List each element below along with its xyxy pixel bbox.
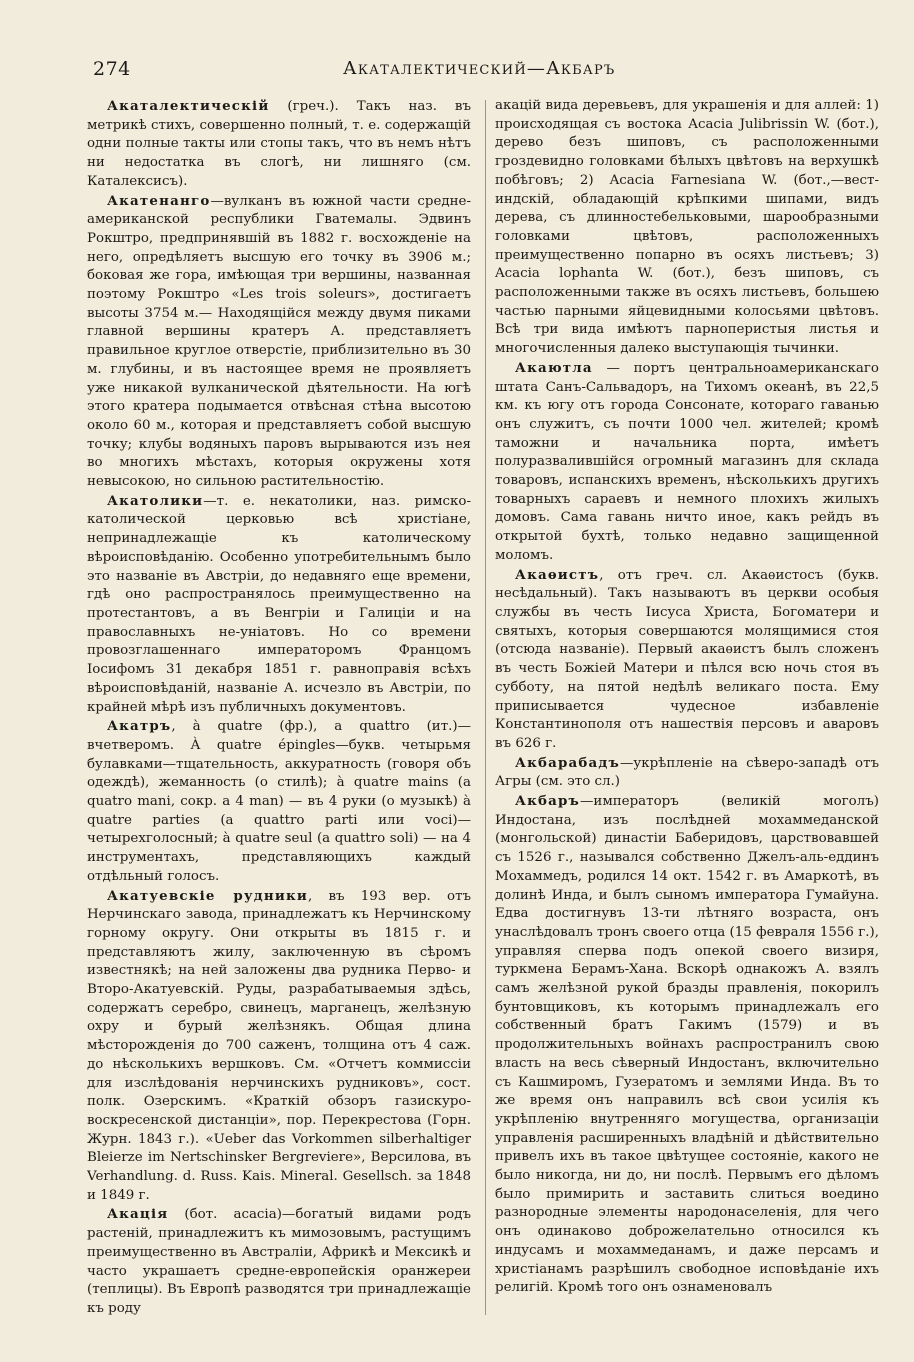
dictionary-entry-continued xyxy=(495,97,879,359)
entry-headword: Акатръ xyxy=(107,718,172,735)
dictionary-entry xyxy=(87,192,471,492)
column-left xyxy=(87,97,471,1327)
entry-text: , отъ греч. сл. Акаѳистосъ (букв. несѣдальный). Такъ называютъ въ церкви особыя службы въ честь Іисуса Христа, Богоматери и святыхъ, которыя совершаются молящимися стоя (отсюда названіе). Первый акаѳистъ былъ сложенъ въ честь Божіей Матери и пѣлся всю ночь стоя въ субботу, на пятой недѣлѣ великаго поста. Ему приписывается чудесное избавленіе Константинополя отъ нашествія персовъ и аваровъ въ 626 г. xyxy=(495,567,879,751)
dictionary-entry xyxy=(87,1205,471,1318)
entry-text: —т. е. некатолики, наз. римско-католической церковью всѣ христіане, непринадлежащіе къ католическому вѣроисповѣданію. Особенно употребительнымъ было это названіе въ Австріи, до недавняго еще времени, гдѣ оно распространялось преимущественно на протестантовъ, а въ Венгріи и Галиціи и на православныхъ не-уніатовъ. Но со времени провозглашеннаго императоромъ Францомъ Іосифомъ 31 декабря 1851 г. равноправія всѣхъ вѣроисповѣданій, названіе А. исчезло въ Австріи, по крайней мѣрѣ изъ публичныхъ документовъ. xyxy=(87,493,471,715)
entry-text: акацій вида деревьевъ, для украшенія и для аллей: 1) происходящая съ востока Acacia Julibrissin W. (бот.), дерево безъ шиповъ, съ расположенными гроздевидно головками бѣлыхъ цвѣтовъ на верхушкѣ побѣговъ; 2) Acacia Farnesiana W. (бот.,—вест-индскій, обладающій крѣпкими шипами, видъ дерева, съ длинностебельковыми, шарообразными головками цвѣтовъ, расположенныхъ преимущественно попарно въ осяхъ листьевъ; 3) Acacia lophanta W. (бот.), безъ шиповъ, съ расположенными также въ осяхъ листьевъ, большею частью парными яйцевидными колосьями цвѣтовъ. Всѣ три вида имѣютъ парноперистыя листья и многочисленныя далеко выступающія тычинки. xyxy=(495,98,879,357)
dictionary-entry xyxy=(87,717,471,886)
dictionary-entry xyxy=(87,887,471,1206)
entry-headword: Акаютла xyxy=(515,359,593,376)
dictionary-entry xyxy=(495,754,879,792)
entry-text: —укрѣпленіе на сѣверо-западѣ отъ Агры (см. это сл.) xyxy=(495,755,879,790)
entry-headword: Акбарабадъ xyxy=(515,754,621,771)
entry-text: —императоръ (великій моголъ) Индостана, изъ послѣдней мохаммеданской (монгольской) династіи Баберидовъ, царствовавшей съ 1526 г., назывался собственно Джелъ-аль-еддинъ Мохаммедъ, родился 14 окт. 1542 г. въ Амаркотѣ, въ долинѣ Инда, и былъ сыномъ императора Гумайуна. Едва достигнувъ 13-ти лѣтняго возраста, онъ унаслѣдовалъ тронъ своего отца (15 февраля 1556 г.), управляя сперва подъ опекой своего визиря, туркмена Берамъ-Хана. Вскорѣ однакожъ А. взялъ самъ желѣзной рукой бразды правленія, покорилъ бунтовщиковъ, къ которымъ принадлежалъ его собственный братъ Гакимъ (1579) и въ продолжительныхъ войнахъ распространилъ свою власть на весь сѣверный Индостанъ, включительно съ Кашмиромъ, Гузератомъ и землями Инда. Въ то же время онъ направилъ всѣ свои усилія къ укрѣпленію внутренняго могущества, организаціи управленія расширенныхъ владѣній и дѣйствительно привелъ ихъ въ такое цвѣтущее состояніе, какого не было никогда, ни до, ни послѣ. Первымъ его дѣломъ было примирить и заставить слиться воедино разнородные элементы народонаселенія, для чего онъ одинаково доброжелательно относился къ индусамъ и мохаммеданамъ, и даже персамъ и христіанамъ разрѣшилъ свободное исповѣданіе ихъ религій. Кромѣ того онъ ознаменовалъ xyxy=(495,794,879,1296)
entry-headword: Акація xyxy=(107,1206,169,1223)
entry-text: — портъ центральноамериканскаго штата Санъ-Сальвадоръ, на Тихомъ океанѣ, въ 22,5 км. къ югу отъ города Сонсонате, котораго гаванью онъ служитъ, съ почти 1000 чел. жителей; кромѣ таможни и начальника порта, имѣетъ полуразвалившійся огромный магазинъ для склада товаровъ, испанскихъ временъ, нѣсколькихъ другихъ товарныхъ сараевъ и немного плохихъ жилыхъ домовъ. Сама гавань ничто иное, какъ рейдъ въ открытой бухтѣ, только недавно защищенной моломъ. xyxy=(495,360,879,563)
dictionary-entry xyxy=(495,359,879,566)
page-number: 274 xyxy=(93,58,131,80)
dictionary-entry xyxy=(495,792,879,1298)
entry-text: , въ 193 вер. отъ Нерчинскаго завода, принадлежатъ къ Нерчинскому горному округу. Они открыты въ 1815 г. и представляютъ жилу, заключенную въ сѣромъ известнякѣ; на ней заложены два рудника Перво- и Второ-Акатуевскій. Руды, разрабатываемыя здѣсь, содержатъ серебро, свинецъ, марганецъ, желѣзную охру и бурый желѣзнякъ. Общая длина мѣсторожденія до 700 саженъ, толщина отъ 4 саж. до нѣсколькихъ вершковъ. См. «Отчетъ коммиссіи для изслѣдованія нерчинскихъ рудниковъ», сост. полк. Озерскимъ. «Краткій обзоръ газискуро-воскресенской дистанціи», пор. Перекрестова (Горн. Журн. 1843 г.). «Ueber das Vorkommen silberhaltiger Bleierze im Nertschinsker Bergreviere», Версилова, въ Verhandlung. d. Russ. Kais. Mineral. Gesellsch. за 1848 и 1849 г. xyxy=(87,888,471,1203)
entry-headword: Акбаръ xyxy=(515,793,581,810)
entry-headword: Акатенанго xyxy=(107,192,211,209)
column-rule xyxy=(485,100,486,1315)
running-header: Акаталектический—Акбаръ xyxy=(343,58,616,79)
entry-headword: Акаѳистъ xyxy=(515,566,600,583)
entry-text: (бот. acacia)—богатый видами родъ растеній, принадлежитъ къ мимозовымъ, растущимъ преимущественно въ Австраліи, Африкѣ и Мексикѣ и часто украшаетъ средне-европейскія оранжереи (теплицы). Въ Европѣ разводятся три принадлежащіе къ роду xyxy=(87,1207,471,1316)
dictionary-entry xyxy=(87,492,471,717)
dictionary-entry xyxy=(495,566,879,754)
entry-headword: Акаталектическій xyxy=(107,98,270,114)
entry-headword: Акатолики xyxy=(107,492,204,509)
entry-text: (греч.). Такъ наз. въ метрикѣ стихъ, совершенно полный, т. е. содержащій одни полные такты или стопы такъ, что въ немъ нѣтъ ни недостатка въ слогѣ, ни лишняго (см. Каталексисъ). xyxy=(87,99,471,189)
entry-text: , à quatre (фр.), a quattro (ит.)— вчетверомъ. À quatre épingles—букв. четырьмя булавками—тщательность, аккуратность (говоря объ одеждѣ), жеманность (о стилѣ); à quatre mains (a quatro mani, сокр. a 4 man) — въ 4 руки (о музыкѣ) à quatre parties (a quattro parti или voci)—четырехголосный; à quatre seul (a quattro soli) — на 4 инструментахъ, представляющихъ каждый отдѣльный голосъ. xyxy=(87,719,471,884)
dictionary-entry xyxy=(87,97,471,192)
entry-headword: Акатуевскіе рудники xyxy=(107,887,308,904)
entry-text: —вулканъ въ южной части средне-американской республики Гватемалы. Эдвинъ Рокштро, предпринявшій въ 1882 г. восхожденіе на него, опредѣляетъ высшую его точку въ 3906 м.; боковая же гора, имѣющая три вершины, названная поэтому Рокштро «Les trois soleurs», достигаетъ высоты 3754 м.— Находящійся между двумя пиками главной вершины кратеръ А. представляетъ правильное круглое отверстіе, приблизительно въ 30 м. глубины, и въ настоящее время не проявляетъ уже никакой вулканической дѣятельности. На югѣ этого кратера подымается отвѣсная стѣна высотою около 60 м., которая и представляетъ собой высшую точку; клубы водяныхъ паровъ вырываются изъ нея во многихъ мѣстахъ, которыя окружены хотя невысокою, но сильною растительностію. xyxy=(87,193,471,490)
column-right xyxy=(495,97,879,1327)
